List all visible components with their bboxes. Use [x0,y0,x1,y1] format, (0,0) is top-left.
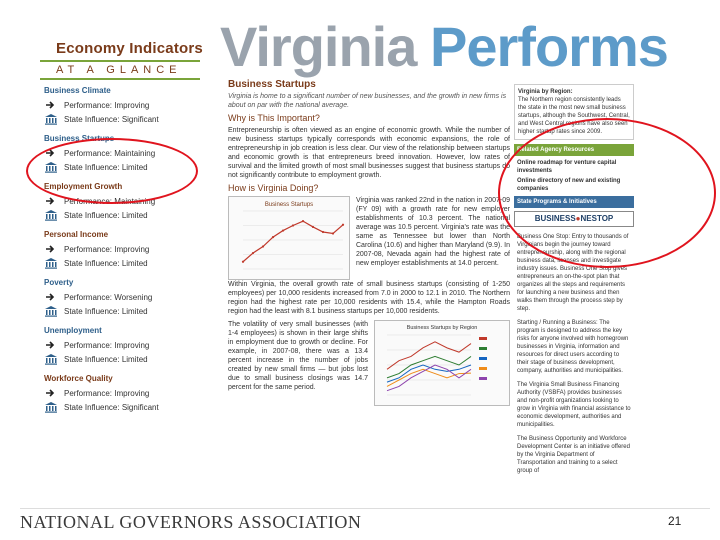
economy-indicators-title: Economy Indicators [56,40,203,57]
workforce-text: The Business Opportunity and Workforce Development Center is an initiative offered by the Virginia Department of Transportation and training to a select group of [517,436,630,474]
influence-row [44,208,219,222]
volatility-text: The volatility of very small businesses (with 1-4 employees) is shown in their large shifts in employment due to growth or decline. For example, in 2007-08, there was a 13.4 percent increase in the number of jobs created by new small firms — but jobs lost due to small business closings was 14.7 percent for the same period. [228,321,368,391]
indicator-title[interactable]: Workforce Quality [44,374,113,383]
performance-row [44,386,219,400]
highlight-ring-startups-indicator [26,138,198,204]
highlight-ring-state-programs [498,118,716,268]
article-intro: Virginia is home to a significant number of new businesses, and the growth in new firms is about on par with the national average. [228,93,507,109]
influence-row [44,304,219,318]
performance-arrow-icon [44,195,58,207]
state-programs-header: State Programs & Initiatives [514,196,634,208]
influence-row [44,400,219,414]
brand-performs: Performs [430,15,668,78]
related-link-1[interactable]: Online roadmap for venture capital investments [517,160,617,174]
vsbfa-text: The Virginia Small Business Financing Authority (VSBFA) provides businesses and non-profit organizations looking to grow in Virginia with financial assistance to economic development, authorities and municipalities. [517,382,631,428]
nga-footer: NATIONAL GOVERNORS ASSOCIATION [20,512,362,532]
influence-label: State Influence: Limited [64,162,148,172]
indicator-block [44,374,219,414]
influence-row [44,352,219,366]
at-a-glance-subtitle: AT A GLANCE [56,64,182,76]
indicator-title[interactable]: Poverty [44,278,74,287]
chart1-point [262,245,264,247]
page-number: 21 [668,514,682,528]
startups-chart-svg [229,197,349,279]
performance-row [44,338,219,352]
indicator-title[interactable]: Business Climate [44,86,111,95]
chart2-legend-swatch [479,337,487,340]
region-chart-svg [375,321,509,405]
indicator-block [44,326,219,366]
performance-row [44,290,219,304]
header-rule-bottom [40,78,200,80]
chart2-legend-swatch [479,377,487,380]
influence-label: State Influence: Significant [64,402,159,412]
performance-arrow-icon [44,339,58,351]
performance-arrow-icon [44,387,58,399]
article [228,80,510,406]
chart2-legend-swatch [479,357,487,360]
indicator-sidebar [44,86,219,422]
starting-text: Starting / Running a Business: The program is designed to address the key risks for anyone involved with homegrown businesses in Virginia, information and resources for direct users according to their stage of business development, company, authorities and municipalities. [517,320,629,374]
region-title: Virginia by Region: [518,89,573,95]
chart2-legend-swatch [479,347,487,350]
chart2-title: Business Startups by Region [406,325,478,331]
chart1-point [322,231,324,233]
chart1-title: Business Startups [264,202,314,208]
capitol-building-icon [44,353,58,365]
chart1-point [342,224,344,226]
performance-label: Performance: Improving [64,388,150,398]
how-text: Virginia was ranked 22nd in the nation in 2007-09 (FY 09) with a growth rate for new employer establishments of 10.3 percent. The national average was 10.5 percent. Virginia's rate was the same as Tennessee but lower than North Carolina (10.6) and higher than Maryland (9.9). In 2007-08, Nevada again had the highest rate of new employer establishments at 14.0 percent. [356,197,510,267]
performance-label: Performance: Improving [64,340,150,350]
how-heading: How is Virginia Doing? [228,183,319,193]
performance-label: Performance: Improving [64,244,150,254]
indicator-block [44,230,219,270]
logo-dot: ● [575,214,581,223]
influence-row [44,256,219,270]
performance-label: Performance: Improving [64,100,150,110]
why-text: Entrepreneurship is often viewed as an engine of economic growth. While the number of new business startups typically corresponds with economic expansions, the role of entrepreneurship in job creation is less clear. Our view of the relationship between startups and economic growth is that entrepreneurs breed innovation. However, low rates of survival and the limited growth of most small businesses suggest that business startups do not significantly contribute to employment growth. [228,127,510,179]
chart1-point [282,229,284,231]
header-rule [40,60,200,62]
influence-label: State Influence: Limited [64,306,148,316]
performance-arrow-icon [44,291,58,303]
chart1-point [312,226,314,228]
indicator-block [44,278,219,318]
performance-label: Performance: Worsening [64,292,153,302]
startups-chart [228,196,350,280]
chart1-point [292,224,294,226]
region-chart [374,320,510,406]
brand-virginia: Virginia [220,15,417,78]
performance-row [44,98,219,112]
performance-label: Performance: Maintaining [64,148,156,158]
related-link-2[interactable]: Online directory of new and existing companies [517,178,621,192]
related-resources-header: Related Agency Resources [514,144,634,156]
capitol-building-icon [44,305,58,317]
chart1-point [252,252,254,254]
indicator-title[interactable]: Unemployment [44,326,102,335]
logo-nestop: NESTOP [580,214,614,223]
why-heading: Why is This Important? [228,113,320,123]
capitol-building-icon [44,257,58,269]
influence-label: State Influence: Significant [64,114,159,124]
within-text: Within Virginia, the overall growth rate of small business startups (consisting of 1-250 employees) per 10,000 residents increased from 7.0 in 2000 to 12.1 in 2010. The Northern region had the highest rate per 10,000 residents with 15.4, while the Hampton Roads region had the least with 8.1 business startups per 10,000 residents. [228,281,510,315]
article-title: Business Startups [228,79,316,90]
influence-label: State Influence: Limited [64,354,148,364]
chart2-legend-swatch [479,367,487,370]
indicator-title[interactable]: Employment Growth [44,182,123,191]
performance-row [44,242,219,256]
chart1-point [242,261,244,263]
chart1-series-line [243,221,343,262]
influence-label: State Influence: Limited [64,210,148,220]
influence-label: State Influence: Limited [64,258,148,268]
indicator-block [44,86,219,126]
indicator-title[interactable]: Personal Income [44,230,109,239]
indicator-title[interactable]: Business Startups [44,134,115,143]
capitol-building-icon [44,401,58,413]
footer-rule [20,508,710,509]
logo-business: BUSINESS [534,214,576,223]
performance-arrow-icon [44,99,58,111]
chart1-point [332,232,334,234]
onestop-text: Business One Stop: Entry to thousands of Virginians begin the journey toward entrepreneurship, along with the regional business data, licenses and investigate industry issues. Business One Stop gives entrepreneurs an on-the-spot plan that organizes all the steps and requirements for launching a new business and then walks them through the process step by step. [517,234,629,312]
chart1-point [302,220,304,222]
chart1-point [272,236,274,238]
influence-row [44,112,219,126]
performance-arrow-icon [44,243,58,255]
region-text: The Northern region consistently leads the state in the most new small business startups, although the Southwest, Central, and West Central regions have also seen higher startup rates since 2009. [518,97,630,135]
capitol-building-icon [44,209,58,221]
performance-label: Performance: Maintaining [64,196,156,206]
capitol-building-icon [44,113,58,125]
